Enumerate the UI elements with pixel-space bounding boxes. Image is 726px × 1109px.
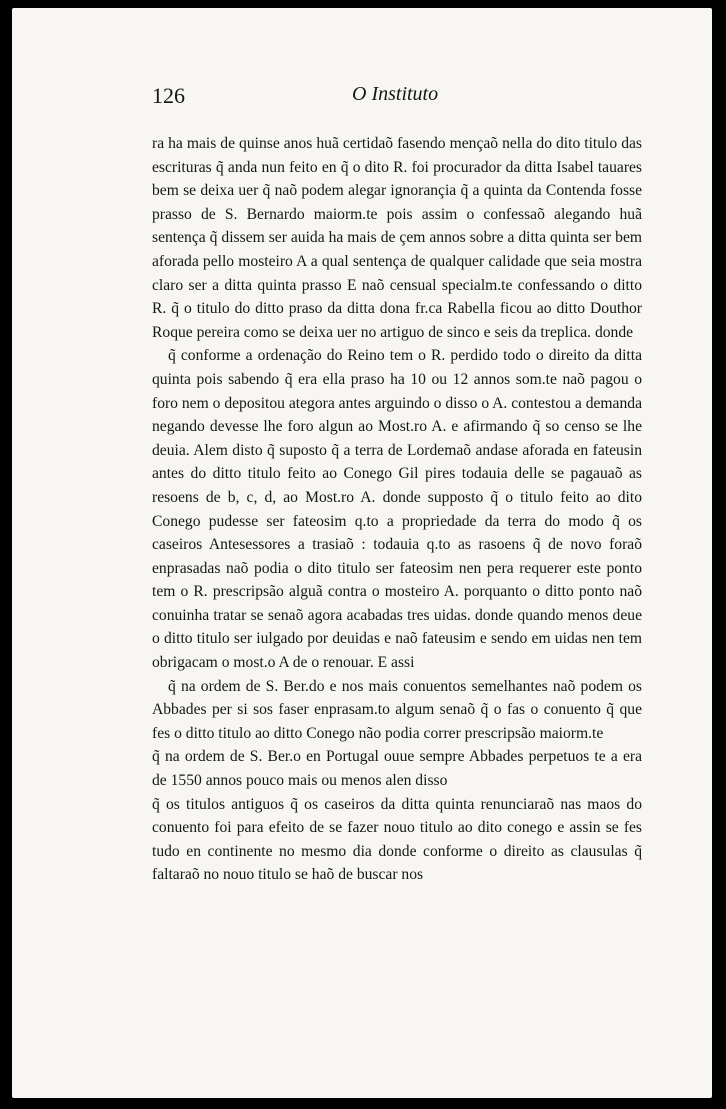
paragraph: q̃ os titulos antiguos q̃ os caseiros da ditta quinta renunciaraõ nas maos do conuento foi para efeito de se fazer nouo titulo ao dito conego e assin se fes tudo en continente no mesmo dia donde conforme o direito as clausulas q̃ faltaraõ no nouo titulo se haõ de buscar nos (152, 795, 642, 884)
page-number: 126 (152, 83, 185, 108)
paragraph-continuation: ra ha mais de quinse anos huã certidaõ fasendo mençaõ nella do dito titulo das escrituras q̃ anda nun feito en q̃ o dito R. foi procurador da ditta Isabel tauares bem se deixa uer q̃ naõ podem alegar ignorançia q̃ a quinta da Contenda fosse prasso de S. Bernardo maiorm.te pois assim o confessaõ alegando huã sentença q̃ dissem ser auida ha mais de çem annos sobre a ditta quinta ser bem aforada pello mosteiro A a qual sentença de qualquer calidade que seia mostra claro ser a ditta quinta prasso E naõ censual specialm.te confessando o ditto R. q̃ o titulo do ditto praso da ditta dona fr.ca Rabella ficou ao ditto Douthor Roque pereira como se deixa uer no artiguo de sinco e seis da treplica. donde (152, 135, 642, 341)
paragraph: q̃ conforme a ordenação do Reino tem o R. perdido todo o direito da ditta quinta pois sabendo q̃ era ella praso ha 10 ou 12 annos som.te naõ pagou o foro nem o depositou ategora antes arguindo o disso o A. contestou a demanda negando devesse lhe foro algun ao Most.ro A. e afirmando q̃ so censo se lhe deuia. Alem disto q̃ suposto q̃ a terra de Lordemaõ andase aforada en fateusin antes do ditto titulo feito ao Conego Gil pires todauia delle se pagauaõ as resoens de b, c, d, ao Most.ro A. donde supposto q̃ o titulo feito ao dito Conego pudesse ser fateosim q.to a propriedade da terra do modo q̃ os caseiros Antesessores a trasiaõ : todauia q.to as rasoens q̃ de novo foraõ enprasadas naõ podia o dito titulo ser fateosim nen pera requerer este ponto tem o R. prescripsão alguã contra o mosteiro A. porquanto o ditto ponto naõ conuinha tratar se senaõ agora acabadas tres uidas. donde quando menos deue o ditto titulo ser iulgado por deuidas e naõ fateusim e sendo em uidas nen tem obrigacam o most.o A de o renouar. E assi (152, 347, 642, 672)
body-text (152, 132, 642, 887)
journal-title: O Instituto (352, 83, 439, 105)
paragraph: q̃ na ordem de S. Ber.do e nos mais conuentos semelhantes naõ podem os Abbades per si sos faser enprasam.to algum senaõ q̃ o fas o conuento q̃ que fes o ditto titulo ao ditto Conego não podia correr prescripsão maiorm.te (152, 677, 642, 742)
document-page (12, 8, 712, 1098)
paragraph: q̃ na ordem de S. Ber.o en Portugal ouue sempre Abbades perpetuos te a era de 1550 annos pouco mais ou menos alen disso (152, 748, 642, 790)
running-head (152, 83, 642, 113)
